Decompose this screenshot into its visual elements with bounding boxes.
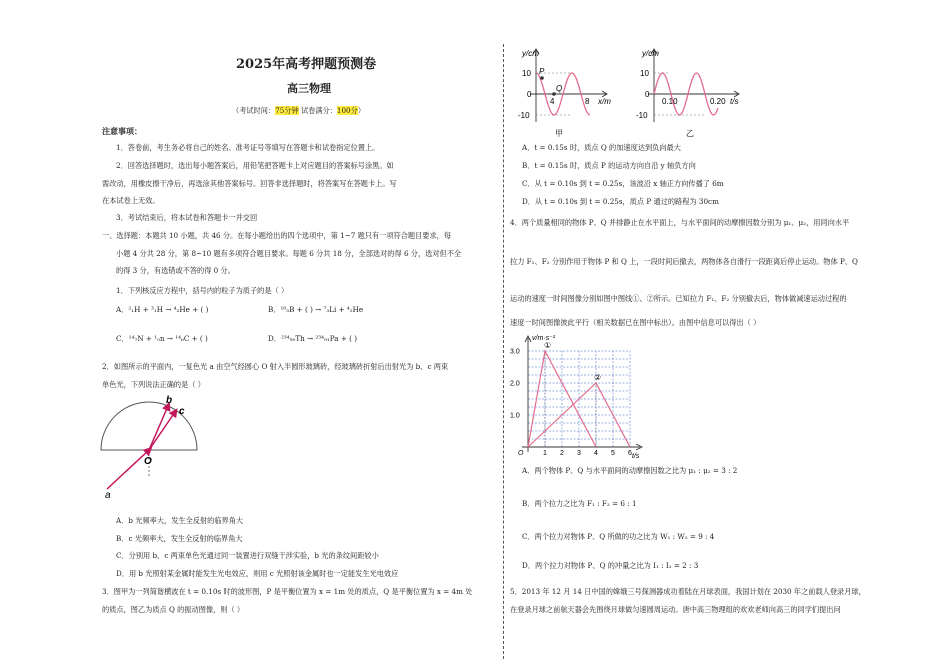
label-P: P xyxy=(539,67,545,76)
paper-subtitle: 高三物理 xyxy=(287,82,331,95)
q1-option-d: D．²³⁴₉₀Th → ²³⁴₉₁Pa + ( ) xyxy=(268,334,358,343)
y-tick-label: 2.0 xyxy=(510,380,520,388)
svg-text:4: 4 xyxy=(550,97,555,106)
exam-score: 100分 xyxy=(336,106,358,115)
note-2c: 在本试卷上无效。 xyxy=(102,196,160,205)
y-tick-label: 3.0 xyxy=(510,348,520,356)
svg-text:-10: -10 xyxy=(636,111,648,120)
q5-stem-1: 5．2013 年 12 月 14 日中国的嫦娥三号探测器成功着陆在月球表面，我国计划在 2030 年之前载人登录月球， xyxy=(510,587,866,596)
section1-line1: 一、选择题：本题共 10 小题，共 46 分。在每小题给出的四个选项中，第 1~7 题只有一项符合题目要求，每 xyxy=(102,231,452,240)
q2-refraction-figure xyxy=(95,392,210,500)
label-Q: Q xyxy=(556,84,563,93)
svg-text:0: 0 xyxy=(645,90,650,99)
note-1: 1．答卷前，考生务必将自己的姓名、准考证号等填写在答题卡和试卷指定位置上。 xyxy=(116,143,380,152)
svg-text:0: 0 xyxy=(527,90,532,99)
series-label-2: ② xyxy=(594,373,602,382)
q5-stem-2: 在登录月球之前航天器会先围绕月球做匀速圆周运动。唐中高三物理组的欢欢老师向高三的同学们提出问 xyxy=(510,605,841,614)
x-tick-label: 5 xyxy=(611,450,615,457)
q3-option-b: B．t = 0.15s 时，质点 P 的运动方向自沿 y 轴负方向 xyxy=(522,161,696,170)
label-c: c xyxy=(179,406,185,417)
q4-option-b: B．两个拉力之比为 F₁ : F₂ = 6 : 1 xyxy=(522,499,637,508)
q4-stem-3: 运动的速度一时间图像分别如图中图线①、②所示。已知拉力 F₁、F₂ 分别撤去后，物体做减速运动过程的 xyxy=(510,294,847,303)
q4-stem-4: 速度一时间图像彼此平行（相关数据已在图中标出）。由图中信息可以得出（ ） xyxy=(510,318,761,327)
svg-text:8: 8 xyxy=(585,97,590,106)
yi-ylabel: y/cm xyxy=(642,49,659,58)
svg-text:-10: -10 xyxy=(518,111,530,120)
paper-title: 2025年高考押题预测卷 xyxy=(236,57,377,72)
note-3: 3．考试结束后，将本试卷和答题卡一并交回 xyxy=(116,213,258,222)
q2-stem-1: 2．如图所示的平面内，一复色光 a 由空气经圆心 O 射入半圆形玻璃砖，经玻璃砖折射后出射光为 b、c 两束 xyxy=(102,362,449,371)
q3-vibration-figure-yi xyxy=(630,44,750,139)
column-divider xyxy=(503,44,504,659)
q3-option-d: D．从 t = 0.10s 到 t = 0.25s，质点 P 通过的路程为 30cm xyxy=(522,197,719,206)
q2-option-a: A．b 光频率大，发生全反射的临界角大 xyxy=(116,516,244,525)
q4-option-c: C．两个拉力对物体 P、Q 所做的功之比为 W₁ : W₂ = 9 : 4 xyxy=(522,532,715,541)
exam-time: 75分钟 xyxy=(275,106,299,115)
q4-stem-2: 拉力 F₁、F₂ 分别作用于物体 P 和 Q 上，一段时间后撤去，两物体各自滑行一段距离后停止运动。物体 P、Q xyxy=(510,257,858,266)
series-label-1: ① xyxy=(544,341,552,350)
x-tick-label: 3 xyxy=(577,450,581,457)
chart-xlabel: t/s xyxy=(632,453,640,460)
q1-option-b: B．¹⁰₅B + ( ) → ⁷₃Li + ⁴₂He xyxy=(268,305,364,314)
q4-stem-1: 4．两个质量相同的物体 P、Q 并排静止在水平面上，与水平面间的动摩擦因数分别为 μ₁、μ₂，用同向水平 xyxy=(510,218,850,227)
svg-text:10: 10 xyxy=(522,69,531,78)
caption-jia: 甲 xyxy=(555,129,563,138)
q2-stem-2: 单色光，下列说法正确的是（ ） xyxy=(102,380,205,389)
label-O: O xyxy=(144,456,152,467)
chart-origin: O xyxy=(518,450,524,457)
section1-line3: 的得 3 分，有选错或不答的得 0 分。 xyxy=(116,266,235,275)
note-2b: 需改动，用橡皮擦干净后，再选涂其他答案标号。回答非选择题时，将答案写在答题卡上。写 xyxy=(102,179,397,188)
q2-option-b: B．c 光频率大，发生全反射的临界角大 xyxy=(116,534,243,543)
label-a: a xyxy=(105,490,111,500)
q3-option-c: C．从 t = 0.10s 到 t = 0.25s，该波沿 x 轴正方向传播了 6m xyxy=(522,179,724,188)
q4-option-a: A．两个物体 P、Q 与水平面间的动摩擦因数之比为 μ₁ : μ₂ = 3 : 2 xyxy=(522,466,738,475)
section1-line2: 小题 4 分共 28 分，第 8~10 题有多项符合题目要求。每题 6 分共 18 分，全部选对的得 6 分，选对但不全 xyxy=(116,249,462,258)
svg-text:0.10: 0.10 xyxy=(662,97,678,106)
chart-ylabel: v/m·s⁻¹ xyxy=(532,335,556,342)
q2-option-d: D．用 b 光照射某金属时能发生光电效应，则用 c 光照射该金属时也一定能发生光电效应 xyxy=(116,569,399,578)
jia-ylabel: y/cm xyxy=(522,49,539,58)
q1-stem: 1．下列核反应方程中，括号内的粒子为质子的是（ ） xyxy=(116,286,289,295)
x-tick-label: 6 xyxy=(628,450,632,457)
incident-ray-a xyxy=(107,450,149,489)
notes-heading: 注意事项： xyxy=(102,126,142,136)
q1-option-c: C．¹⁴₇N + ¹₀n → ¹⁴₆C + ( ) xyxy=(116,334,208,343)
q2-option-c: C．分别用 b、c 两束单色光通过同一装置进行双缝干涉实验，b 光的条纹间距较小 xyxy=(116,551,379,560)
x-tick-label: 1 xyxy=(543,450,547,457)
q3-option-a: A．t = 0.15s 时，质点 Q 的加速度达到负向最大 xyxy=(522,143,681,152)
q3-stem-2: 的质点，图乙为质点 Q 的振动图像，则（ ） xyxy=(102,605,245,614)
x-tick-label: 2 xyxy=(560,450,564,457)
svg-text:0.20: 0.20 xyxy=(710,97,726,106)
label-b: b xyxy=(166,395,173,406)
q1-option-a: A．²₁H + ³₁H → ⁴₂He + ( ) xyxy=(116,305,209,314)
x-tick-label: 4 xyxy=(594,450,598,457)
q3-wave-figure-jia xyxy=(510,44,620,139)
q4-option-d: D．两个拉力对物体 P、Q 的冲量之比为 I₁ : I₂ = 2 : 3 xyxy=(522,561,699,570)
q3-stem-1: 3．图甲为一列简谐横波在 t = 0.10s 时的波形图，P 是平衡位置为 x = 1m 处的质点，Q 是平衡位置为 x = 4m 处 xyxy=(102,587,473,596)
exam-info: （考试时间：75分钟 试卷满分：100分） xyxy=(232,106,366,115)
jia-xlabel: x/m xyxy=(598,97,611,106)
note-2a: 2．回答选择题时，选出每小题答案后，用铅笔把答题卡上对应题目的答案标号涂黑。如 xyxy=(116,161,394,170)
caption-yi: 乙 xyxy=(686,129,694,138)
svg-text:10: 10 xyxy=(640,69,649,78)
y-tick-label: 1.0 xyxy=(510,412,520,420)
q4-vt-chart xyxy=(508,330,648,460)
ray-b xyxy=(149,406,168,450)
yi-xlabel: t/s xyxy=(730,97,739,106)
ray-c xyxy=(149,412,175,450)
